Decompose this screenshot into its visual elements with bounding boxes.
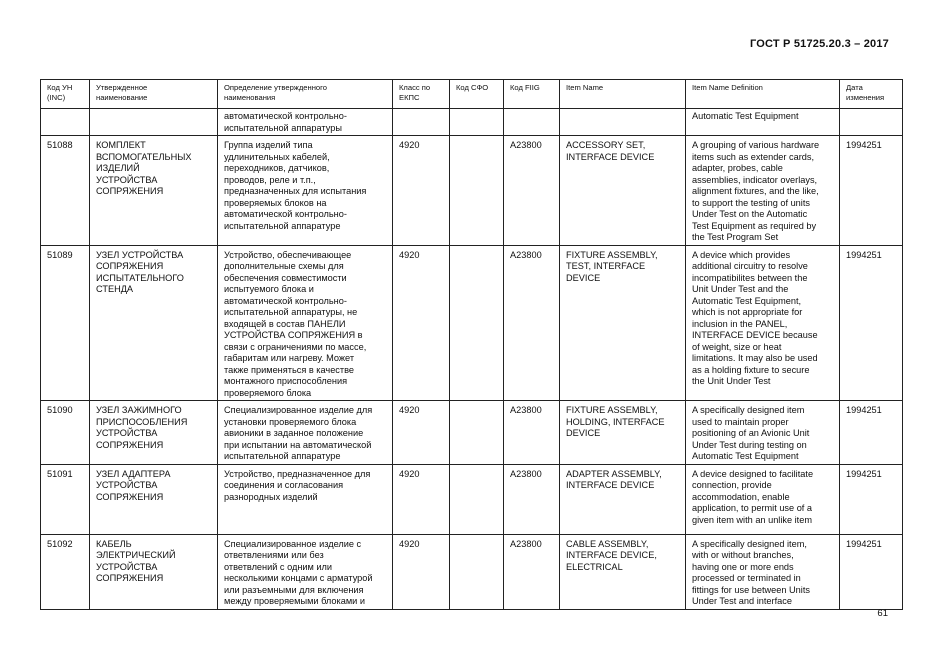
table-row <box>41 401 903 465</box>
cell-definition: Устройство, обеспечивающее дополнительные схемы для обеспечения совместимости испытуемого блока и автоматической контрольно- испытательной аппаратуры, не входящей в состав ПАНЕЛИ УСТРОЙСТВА СОПРЯЖЕНИЯ в связи с ограничениями по массе, габаритам или нагреву. Может также применяться в качестве монтажного приспособления проверяемого блока <box>218 245 393 401</box>
cell-class <box>393 109 450 136</box>
col-header-inc: Код УН (INC) <box>41 80 90 109</box>
col-header-fiig: Код FIIG <box>504 80 560 109</box>
col-header-definition: Определение утвержденного наименования <box>218 80 393 109</box>
cell-date: 1994251 <box>840 401 903 465</box>
cell-item-definition: A specifically designed item, with or without branches, having one or more ends processed or terminated in fittings for use between Units Under Test and interface <box>686 534 840 609</box>
col-header-item-definition: Item Name Definition <box>686 80 840 109</box>
cell-inc: 51091 <box>41 464 90 534</box>
cell-definition: Специализированное изделие с ответвлениями или без ответвлений с одним или несколькими концами с арматурой или разъемными для включения между проверяемыми блоками и <box>218 534 393 609</box>
cell-date <box>840 109 903 136</box>
cell-sfo <box>450 109 504 136</box>
cell-item-definition: A grouping of various hardware items such as extender cards, adapter, probes, cable assemblies, indicator overlays, alignment fixtures, and the like, to support the testing of units Under Test on the Automatic Test Equipment as required by the Test Program Set <box>686 136 840 246</box>
cell-date: 1994251 <box>840 136 903 246</box>
cell-class: 4920 <box>393 464 450 534</box>
cell-fiig: A23800 <box>504 534 560 609</box>
table-row <box>41 245 903 401</box>
cell-item-definition: A device designed to facilitate connection, provide accommodation, enable application, to permit use of a given item with an unlike item <box>686 464 840 534</box>
cell-inc: 51090 <box>41 401 90 465</box>
cell-definition: Устройство, предназначенное для соединения и согласования разнородных изделий <box>218 464 393 534</box>
col-header-class: Класс по ЕКПС <box>393 80 450 109</box>
table-row <box>41 136 903 246</box>
cell-class: 4920 <box>393 245 450 401</box>
cell-approved-name: КОМПЛЕКТ ВСПОМОГАТЕЛЬНЫХ ИЗДЕЛИЙ УСТРОЙСТВА СОПРЯЖЕНИЯ <box>90 136 218 246</box>
cell-item-definition: A device which provides additional circuitry to resolve incompatibilites between the Unit Under Test and the Automatic Test Equipment, which is not appropriate for inclusion in the PANEL, INTERFACE DEVICE because of weight, size or heat limitations. It may also be used as a holding fixture to secure the Unit Under Test <box>686 245 840 401</box>
cell-approved-name: УЗЕЛ АДАПТЕРА УСТРОЙСТВА СОПРЯЖЕНИЯ <box>90 464 218 534</box>
cell-item-definition: A specifically designed item used to maintain proper positioning of an Avionic Unit Under Test during testing on Automatic Test Equipment <box>686 401 840 465</box>
cell-date: 1994251 <box>840 245 903 401</box>
cell-sfo <box>450 136 504 246</box>
cell-item-name: ACCESSORY SET, INTERFACE DEVICE <box>560 136 686 246</box>
cell-class: 4920 <box>393 136 450 246</box>
cell-fiig: A23800 <box>504 401 560 465</box>
cell-item-definition: Automatic Test Equipment <box>686 109 840 136</box>
col-header-date: Дата изменения <box>840 80 903 109</box>
catalog-table <box>40 79 903 610</box>
cell-sfo <box>450 534 504 609</box>
document-id: ГОСТ Р 51725.20.3 – 2017 <box>749 38 889 50</box>
cell-inc <box>41 109 90 136</box>
cell-fiig <box>504 109 560 136</box>
cell-item-name: FIXTURE ASSEMBLY, HOLDING, INTERFACE DEVICE <box>560 401 686 465</box>
col-header-item-name: Item Name <box>560 80 686 109</box>
cell-approved-name: УЗЕЛ УСТРОЙСТВА СОПРЯЖЕНИЯ ИСПЫТАТЕЛЬНОГО СТЕНДА <box>90 245 218 401</box>
page-number: 61 <box>877 608 888 619</box>
cell-definition: Специализированное изделие для установки проверяемого блока авионики в заданное положение при испытании на автоматической испытательной аппаратуре <box>218 401 393 465</box>
col-header-sfo: Код СФО <box>450 80 504 109</box>
cell-item-name: ADAPTER ASSEMBLY, INTERFACE DEVICE <box>560 464 686 534</box>
cell-item-name: CABLE ASSEMBLY, INTERFACE DEVICE, ELECTRICAL <box>560 534 686 609</box>
cell-item-name <box>560 109 686 136</box>
cell-inc: 51092 <box>41 534 90 609</box>
table-row <box>41 109 903 136</box>
cell-definition: Группа изделий типа удлинительных кабелей, переходников, датчиков, проводов, реле и т.п., предназначенных для испытания проверяемых блоков на автоматической контрольно- испытательной аппаратуре <box>218 136 393 246</box>
cell-sfo <box>450 401 504 465</box>
cell-sfo <box>450 464 504 534</box>
cell-approved-name: УЗЕЛ ЗАЖИМНОГО ПРИСПОСОБЛЕНИЯ УСТРОЙСТВА СОПРЯЖЕНИЯ <box>90 401 218 465</box>
col-header-approved-name: Утвержденное наименование <box>90 80 218 109</box>
cell-inc: 51089 <box>41 245 90 401</box>
cell-fiig: A23800 <box>504 245 560 401</box>
cell-definition: автоматической контрольно- испытательной аппаратуры <box>218 109 393 136</box>
cell-approved-name: КАБЕЛЬ ЭЛЕКТРИЧЕСКИЙ УСТРОЙСТВА СОПРЯЖЕНИЯ <box>90 534 218 609</box>
cell-date: 1994251 <box>840 464 903 534</box>
table-row <box>41 534 903 609</box>
cell-fiig: A23800 <box>504 464 560 534</box>
cell-class: 4920 <box>393 534 450 609</box>
cell-class: 4920 <box>393 401 450 465</box>
cell-approved-name <box>90 109 218 136</box>
cell-date: 1994251 <box>840 534 903 609</box>
cell-inc: 51088 <box>41 136 90 246</box>
cell-item-name: FIXTURE ASSEMBLY, TEST, INTERFACE DEVICE <box>560 245 686 401</box>
cell-sfo <box>450 245 504 401</box>
cell-fiig: A23800 <box>504 136 560 246</box>
table-row <box>41 464 903 534</box>
table-header-row <box>41 80 903 109</box>
